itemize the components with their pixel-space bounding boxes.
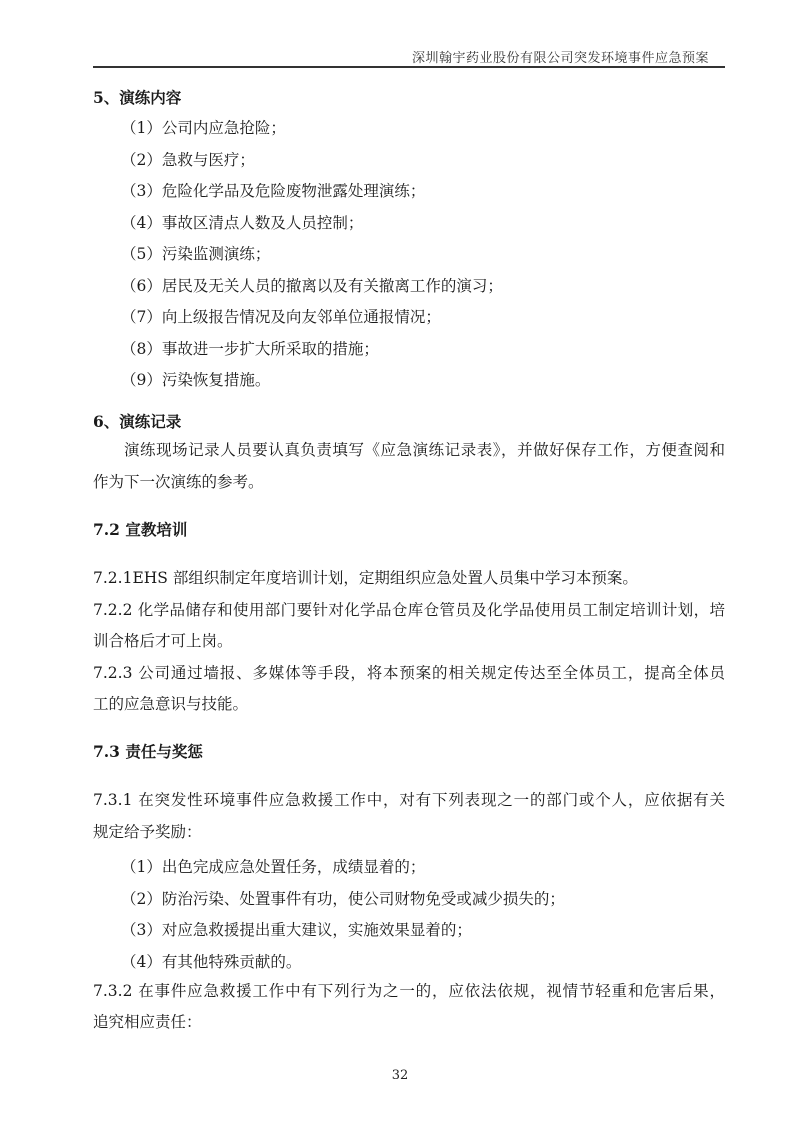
list-item: （4）事故区清点人数及人员控制； [121,214,364,232]
paragraph-line: 7.2.2 化学品储存和使用部门要针对化学品仓库仓管员及化学品使用员工制定培训计划，培 [93,601,725,619]
paragraph-line: 追究相应责任： [93,1013,202,1031]
list-item: （1）公司内应急抢险； [121,119,286,137]
paragraph-line: 7.3.2 在事件应急救援工作中有下列行为之一的，应依法依规，视情节轻重和危害后果， [93,982,725,1000]
list-item: （5）污染监测演练； [121,245,271,263]
document-title: 深圳翰宇药业股份有限公司突发环境事件应急预案 [411,51,709,66]
paragraph-line: 规定给予奖励： [93,823,202,841]
section-heading-responsibility: 7.3 责任与奖惩 [93,742,203,761]
paragraph-line: 作为下一次演练的参考。 [93,473,264,491]
page-number: 32 [391,1068,409,1083]
section-heading-drill-record: 6、演练记录 [93,412,182,431]
list-item: （4）有其他特殊贡献的。 [121,953,302,971]
list-item: （9）污染恢复措施。 [121,371,271,389]
section-heading-drill-content: 5、演练内容 [93,88,182,107]
page-header [93,44,725,68]
paragraph-line: 7.2.1EHS 部组织制定年度培训计划，定期组织应急处置人员集中学习本预案。 [93,569,638,587]
list-item: （2）急救与医疗； [121,151,255,169]
paragraph-line: 工的应急意识与技能。 [93,695,249,713]
list-item: （3）危险化学品及危险废物泄露处理演练； [121,182,426,200]
list-item: （2）防治污染、处置事件有功，使公司财物免受或减少损失的； [121,890,565,908]
paragraph-line: 演练现场记录人员要认真负责填写《应急演练记录表》，并做好保存工作，方便查阅和 [124,441,725,459]
list-item: （8）事故进一步扩大所采取的措施； [121,340,379,358]
list-item: （3）对应急救援提出重大建议，实施效果显着的； [121,921,472,939]
paragraph-line: 训合格后才可上岗。 [93,632,233,650]
list-item: （6）居民及无关人员的撤离以及有关撤离工作的演习； [121,277,503,295]
paragraph-line: 7.3.1 在突发性环境事件应急救援工作中，对有下列表现之一的部门或个人，应依据有关 [93,791,725,809]
list-item: （7）向上级报告情况及向友邻单位通报情况； [121,308,441,326]
paragraph-line: 7.2.3 公司通过墙报、多媒体等手段，将本预案的相关规定传达至全体员工，提高全体员 [93,664,725,682]
section-heading-training: 7.2 宣教培训 [93,520,188,539]
list-item: （1）出色完成应急处置任务，成绩显着的； [121,858,426,876]
